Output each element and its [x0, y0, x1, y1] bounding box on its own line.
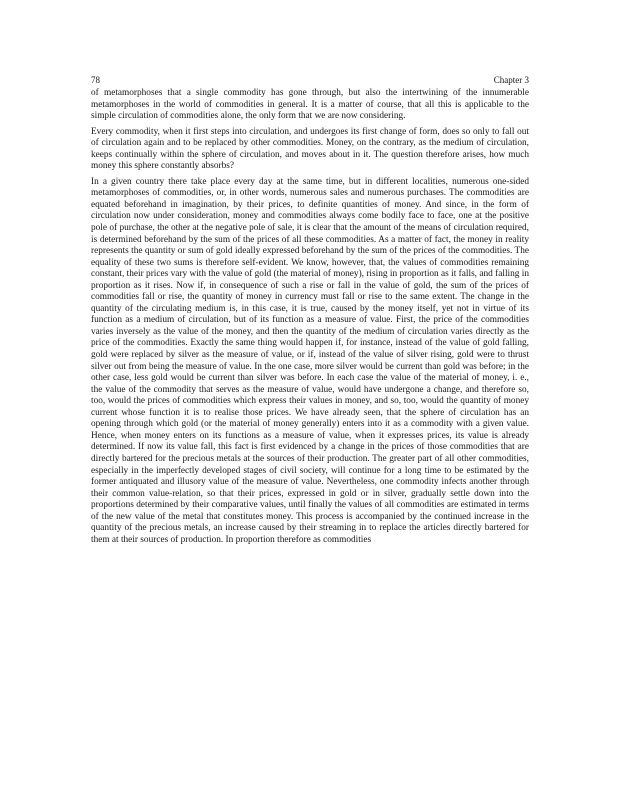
paragraph: Every commodity, when it first steps into circulation, and undergoes its first change of form, does so only to fall out of circulation again and to be replaced by other commodities. Money, on the contrary, as the medium of circulation, keeps continually within the sphere of circulation, and moves about in it. The question therefore arises, how much money this sphere constantly absorbs? — [91, 126, 529, 172]
paragraph: In a given country there take place every day at the same time, but in different localities, numerous one-sided metamorphoses of commodities, or, in other words, numerous sales and numerous purchases. The commodities are equated beforehand in imagination, by their prices, to definite quantities of money. And since, in the form of circulation now under consideration, money and commodities always come bodily face to face, one at the positive pole of purchase, the other at the negative pole of sale, it is clear that the amount of the means of circulation required, is determined beforehand by the sum of the prices of all these commodities. As a matter of fact, the money in reality represents the quantity or sum of gold ideally expressed beforehand by the sum of the prices of the commodities. The equality of these two sums is therefore self-evident. We know, however, that, the values of commodities remaining constant, their prices vary with the value of gold (the material of money), rising in proportion as it falls, and falling in proportion as it rises. Now if, in consequence of such a rise or fall in the value of gold, the sum of the prices of commodities fall or rise, the quantity of money in currency must fall or rise to the same extent. The change in the quantity of the circulating medium is, in this case, it is true, caused by the money itself, yet not in virtue of its function as a medium of circulation, but of its function as a measure of value. First, the price of the commodities varies inversely as the value of the money, and then the quantity of the medium of circulation varies directly as the price of the commodities. Exactly the same thing would happen if, for instance, instead of the value of gold falling, gold were replaced by silver as the measure of value, or if, instead of the value of silver rising, gold were to thrust silver out from being the measure of value. In the one case, more silver would be current than gold was before; in the other case, less gold would be current than silver was before. In each case the value of the material of money, i. e., the value of the commodity that serves as the measure of value, would have undergone a change, and therefore so, too, would the prices of commodities which express their values in money, and so, too, would the quantity of money current whose function it is to realise those prices. We have already seen, that the sphere of circulation has an opening through which gold (or the material of money generally) enters into it as a commodity with a given value. Hence, when money enters on its functions as a measure of value, when it expresses prices, its value is already determined. If now its value fall, this fact is first evidenced by a change in the prices of those commodities that are directly bartered for the precious metals at the sources of their production. The greater part of all other commodities, especially in the imperfectly developed stages of civil society, will continue for a long time to be estimated by the former antiquated and illusory value of the measure of value. Nevertheless, one commodity infects another through their common value-relation, so that their prices, expressed in gold or in silver, gradually settle down into the proportions determined by their comparative values, until finally the values of all commodities are estimated in terms of the new value of the metal that constitutes money. This process is accompanied by the continued increase in the quantity of the precious metals, an increase caused by their streaming in to replace the articles directly bartered for them at their sources of production. In proportion therefore as commodities — [91, 176, 529, 545]
body-text — [91, 88, 529, 550]
page-number: 78 — [91, 75, 100, 85]
running-header — [91, 73, 529, 87]
chapter-label: Chapter 3 — [493, 75, 529, 85]
paragraph: of metamorphoses that a single commodity has gone through, but also the intertwining of the innumerable metamorphoses in the world of commodities in general. It is a matter of course, that all this is applicable to the simple circulation of commodities alone, the only form that we are now considering. — [91, 88, 529, 122]
